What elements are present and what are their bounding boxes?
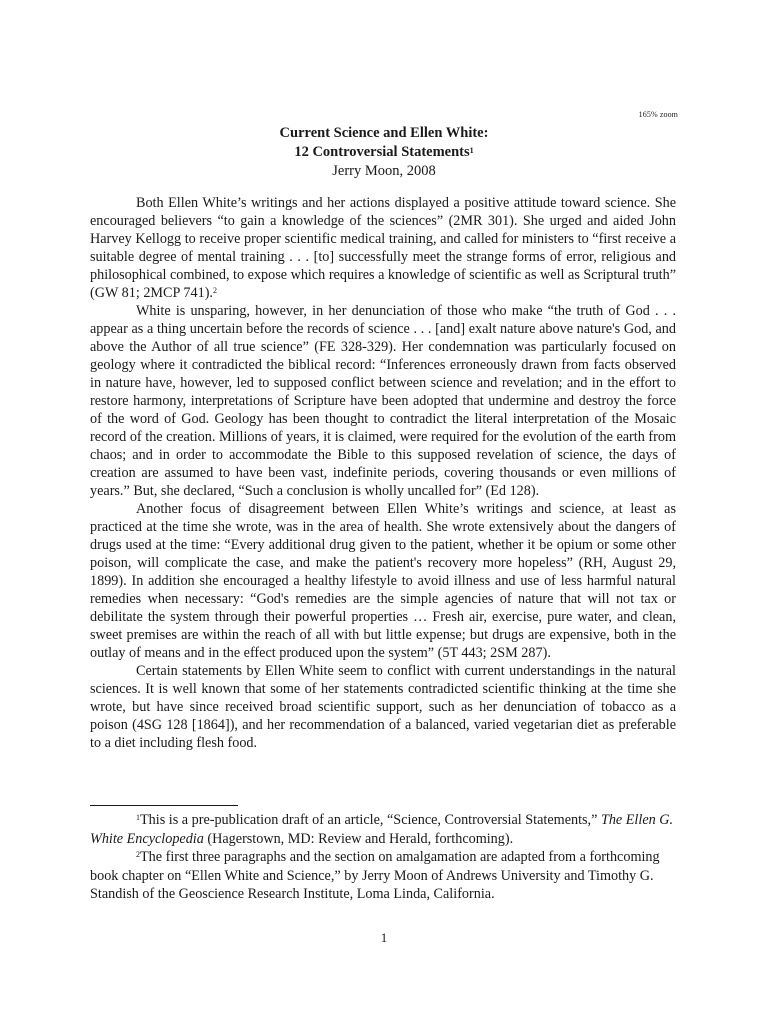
title-footnote-ref[interactable]: 1 xyxy=(469,146,474,155)
footnote-divider xyxy=(90,805,238,806)
footnote xyxy=(90,848,676,904)
paragraph xyxy=(90,194,676,302)
author-line: Jerry Moon, 2008 xyxy=(332,163,436,179)
footnote-number: 1 xyxy=(136,813,140,822)
footnote xyxy=(90,811,676,848)
paragraph-text: Another focus of disagreement between Ellen White’s writings and science, at least as practiced at the time she wrote, was in the area of health. She wrote extensively about the dangers of drugs used at the time: “Every additional drug given to the patient, whether it be opium or some other poison, will complicate the case, and make the patient's recovery more hopeless” (RH, August 29, 1899). In addition she encouraged a healthy lifestyle to avoid illness and use of less harmful natural remedies when necessary: “God's remedies are the simple agencies of nature that will not tax or debilitate the system through their powerful properties … Fresh air, exercise, pure water, and clean, sweet premises are within the reach of all with but little expense; but drugs are expensive, both in the outlay of means and in the effect produced upon the system” (5T 443; 2SM 287). xyxy=(90,501,676,661)
paragraph xyxy=(90,302,676,500)
paragraph-text: White is unsparing, however, in her denunciation of those who make “the truth of God . . . appear as a thing uncertain before the records of science . . . [and] exalt nature above nature's God, and above the Author of all true science” (FE 328-329). Her condemnation was particularly focused on geology where it contradicted the biblical record: “Inferences erroneously drawn from facts observed in nature have, however, led to supposed conflict between science and revelation; and in the effort to restore harmony, interpretations of Scripture have been adopted that undermine and destroy the force of the word of God. Geology has been thought to contradict the literal interpretation of the Mosaic record of the creation. Millions of years, it is claimed, were required for the evolution of the earth from chaos; and in order to accommodate the Bible to this supposed revelation of science, the days of creation are assumed to have been vast, indefinite periods, covering thousands or even millions of years.” But, she declared, “Such a conclusion is wholly uncalled for” (Ed 128). xyxy=(90,303,676,499)
footnote-text: This is a pre-publication draft of an article, “Science, Controversial Statements,” xyxy=(140,812,601,828)
footnote-text: The first three paragraphs and the section on amalgamation are adapted from a forthcoming book chapter on “Ellen White and Science,” by Jerry Moon of Andrews University and Timothy G. Standish of the Geoscience Research Institute, Loma Linda, California. xyxy=(90,849,660,902)
paragraph xyxy=(90,500,676,662)
title-line-1: Current Science and Ellen White: xyxy=(279,125,489,141)
footnote-text-after: (Hagerstown, MD: Review and Herald, forthcoming). xyxy=(203,830,514,847)
footnote-ref[interactable]: 2 xyxy=(212,286,217,295)
title-block xyxy=(0,124,768,181)
paragraph-text: Both Ellen White’s writings and her actions displayed a positive attitude toward science. She encouraged believers “to gain a knowledge of the sciences” (2MR 301). She urged and aided John Harvey Kellogg to receive proper scientific medical training, and called for ministers to “first receive a suitable degree of mental training . . . [to] successfully meet the strange forms of error, religious and philosophical combined, to expose which requires a knowledge of scientific as well as Scriptural truth” (GW 81; 2MCP 741). xyxy=(90,195,676,301)
footnotes xyxy=(90,811,676,904)
body-text xyxy=(90,194,676,752)
page-number: 1 xyxy=(380,930,388,945)
title-line-2-text: 12 Controversial Statements xyxy=(294,144,470,160)
zoom-note: 165% zoom xyxy=(638,110,678,119)
title-line-2 xyxy=(0,143,768,162)
footnote-italic-title: The Ellen G. White Encyclopedia xyxy=(90,812,674,847)
paragraph xyxy=(90,662,676,752)
paragraph-text: Certain statements by Ellen White seem to conflict with current understandings in the natural sciences. It is well known that some of her statements contradicted scientific thinking at the time she wrote, but have since received broad scientific support, such as her denunciation of tobacco as a poison (4SG 128 [1864]), and her recommendation of a balanced, varied vegetarian diet as preferable to a diet including flesh food. xyxy=(90,663,676,751)
footnote-number: 2 xyxy=(136,850,140,859)
